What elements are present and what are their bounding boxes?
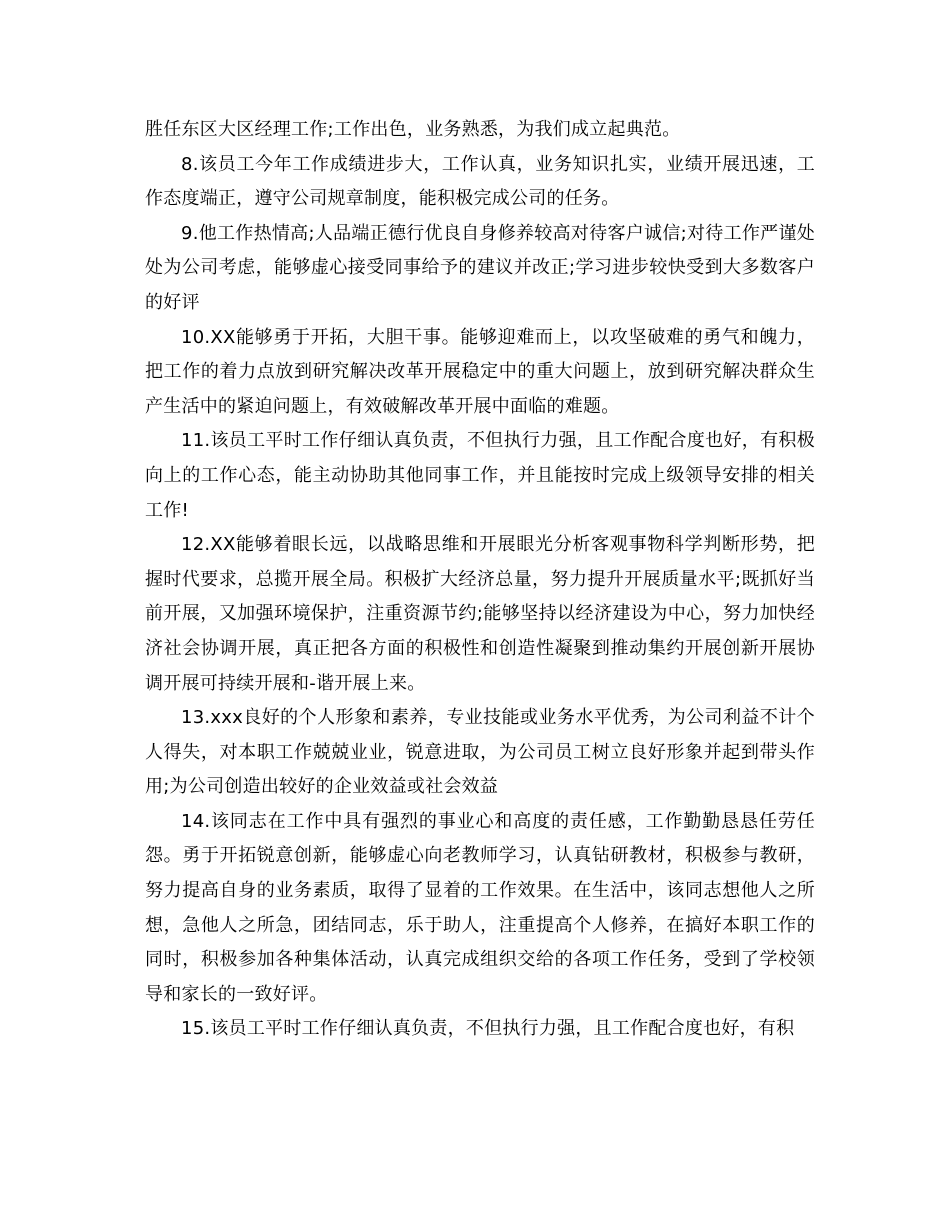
paragraph-item-15: 15.该员工平时工作仔细认真负责，不但执行力强，且工作配合度也好，有积 xyxy=(181,1018,795,1040)
document-body xyxy=(145,113,815,1047)
paragraph-item-10: 10.XX能够勇于开拓，大胆干事。能够迎难而上，以攻坚破难的勇气和魄力，把工作的着力点放到研究解决改革开展稳定中的重大问题上，放到研究解决群众生产生活中的紧迫问题上，有效破解改革开展中面临的难题。 xyxy=(145,326,815,417)
paragraph-item-13: 13.xxx良好的个人形象和素养，专业技能或业务水平优秀，为公司利益不计个人得失，对本职工作兢兢业业，锐意进取，为公司员工树立良好形象并起到带头作用;为公司创造出较好的企业效益或社会效益 xyxy=(145,707,815,798)
paragraph-item-8: 8.该员工今年工作成绩进步大，工作认真，业务知识扎实，业绩开展迅速，工作态度端正，遵守公司规章制度，能积极完成公司的任务。 xyxy=(145,153,815,210)
paragraph-continuation: 胜任东区大区经理工作;工作出色，业务熟悉，为我们成立起典范。 xyxy=(145,119,681,140)
paragraph-item-14: 14.该同志在工作中具有强烈的事业心和高度的责任感，工作勤勤恳恳任劳任怨。勇于开拓锐意创新，能够虚心向老教师学习，认真钻研教材，积极参与教研，努力提高自身的业务素质，取得了显着的工作效果。在生活中，该同志想他人之所想，急他人之所急，团结同志，乐于助人，注重提高个人修养，在搞好本职工作的同时，积极参加各种集体活动，认真完成组织交给的各项工作任务，受到了学校领导和家长的一致好评。 xyxy=(145,810,815,1005)
paragraph-item-9: 9.他工作热情高;人品端正德行优良自身修养较高对待客户诚信;对待工作严谨处处为公司考虑，能够虚心接受同事给予的建议并改正;学习进步较快受到大多数客户的好评 xyxy=(145,222,815,313)
paragraph-item-11: 11.该员工平时工作仔细认真负责，不但执行力强，且工作配合度也好，有积极向上的工作心态，能主动协助其他同事工作，并且能按时完成上级领导安排的相关工作! xyxy=(145,430,815,521)
paragraph-item-12: 12.XX能够着眼长远，以战略思维和开展眼光分析客观事物科学判断形势，把握时代要求，总揽开展全局。积极扩大经济总量，努力提升开展质量水平;既抓好当前开展，又加强环境保护，注重资源节约;能够坚持以经济建设为中心，努力加快经济社会协调开展，真正把各方面的积极性和创造性凝聚到推动集约开展创新开展协调开展可持续开展和-谐开展上来。 xyxy=(145,534,815,694)
